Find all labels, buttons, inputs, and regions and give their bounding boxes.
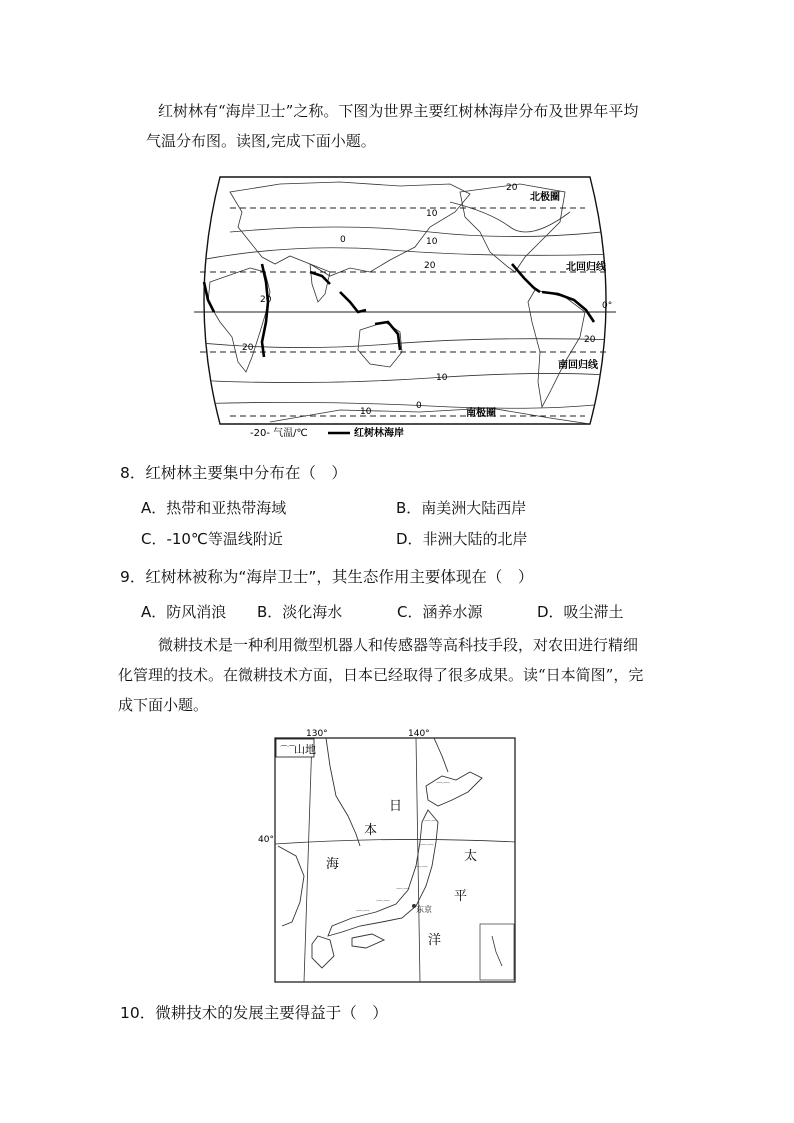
intro-paragraph-1 xyxy=(148,96,688,156)
legend-mangrove: 红树林海岸 xyxy=(354,428,404,439)
isotherm-label: 10 xyxy=(360,407,372,417)
mountain-symbol: ⌒⌒ xyxy=(424,820,438,828)
label-ping: 平 xyxy=(454,889,468,904)
question-8-option-c: C．-10℃等温线附近 xyxy=(141,530,283,548)
lon-140-label: 140° xyxy=(408,729,430,739)
isotherm-label: 0 xyxy=(340,235,346,245)
question-8-option-b: B．南美洲大陆西岸 xyxy=(396,499,527,517)
isotherm-label: 20 xyxy=(584,335,596,345)
japan-sketch-map xyxy=(256,726,526,986)
legend-isotherm: -20- 气温/℃ xyxy=(250,428,308,439)
mountain-legend-icon: ⌒⌒ xyxy=(280,745,296,754)
tropic-of-cancer-label: 北回归线 xyxy=(566,262,606,273)
mountain-symbol: ⌒⌒ xyxy=(356,910,370,918)
mountain-legend-label: 山地 xyxy=(294,743,316,756)
mountain-symbol: ⌒⌒ xyxy=(436,782,450,790)
question-8-stem: 8．红树林主要集中分布在（ ） xyxy=(120,464,347,482)
intro2-line3: 成下面小题。 xyxy=(118,696,209,714)
question-10-stem: 10．微耕技术的发展主要得益于（ ） xyxy=(120,1004,388,1022)
label-ben: 本 xyxy=(364,823,378,838)
world-mangrove-map xyxy=(190,172,620,442)
question-9-option-b: B．淡化海水 xyxy=(257,603,343,621)
mountain-symbol: ⌒⌒ xyxy=(396,888,410,896)
isotherm-label: 20 xyxy=(260,295,272,305)
isotherm-label: 10 xyxy=(426,237,438,247)
question-9-option-d: D．吸尘滞土 xyxy=(537,603,624,621)
mountain-symbol: ⌒⌒ xyxy=(376,900,390,908)
isotherm-label: 0 xyxy=(416,401,422,411)
equator-label: 0° xyxy=(602,301,613,311)
isotherm-label: 20 xyxy=(242,343,254,353)
isotherm-label: 10 xyxy=(426,209,438,219)
label-tai: 太 xyxy=(464,849,478,864)
antarctic-circle-label: 南极圈 xyxy=(466,408,496,419)
question-9-option-c: C．涵养水源 xyxy=(397,603,483,621)
label-tokyo: 东京 xyxy=(416,905,432,914)
intro2-line2: 化管理的技术。在微耕技术方面，日本已经取得了很多成果。读“日本简图”，完 xyxy=(118,666,644,684)
question-8-option-d: D．非洲大陆的北岸 xyxy=(396,530,528,548)
intro1-line1: 红树林有“海岸卫士”之称。下图为世界主要红树林海岸分布及世界年平均 xyxy=(158,102,639,120)
intro-paragraph-2 xyxy=(118,630,688,720)
arctic-circle-label: 北极圈 xyxy=(530,192,560,203)
label-ri: 日 xyxy=(389,799,403,814)
mountain-symbol: ⌒⌒ xyxy=(414,866,428,874)
label-hai: 海 xyxy=(326,857,340,872)
question-8-option-a: A．热带和亚热带海域 xyxy=(141,499,287,517)
isotherm-label: 10 xyxy=(436,373,448,383)
tropic-of-capricorn-label: 南回归线 xyxy=(558,360,598,371)
label-yang: 洋 xyxy=(428,933,442,948)
question-9-stem: 9．红树林被称为“海岸卫士”，其生态作用主要体现在（ ） xyxy=(120,568,534,586)
question-9-option-a: A．防风消浪 xyxy=(141,603,227,621)
isotherm-label: 20 xyxy=(506,183,518,193)
isotherm-label: 20 xyxy=(424,261,436,271)
mountain-symbol: ⌒⌒ xyxy=(420,844,434,852)
intro1-line2: 气温分布图。读图,完成下面小题。 xyxy=(146,132,376,150)
lon-130-label: 130° xyxy=(306,729,328,739)
intro2-line1: 微耕技术是一种利用微型机器人和传感器等高科技手段，对农田进行精细 xyxy=(158,636,639,654)
inset-box xyxy=(480,924,514,980)
lat-40-label: 40° xyxy=(258,835,274,845)
